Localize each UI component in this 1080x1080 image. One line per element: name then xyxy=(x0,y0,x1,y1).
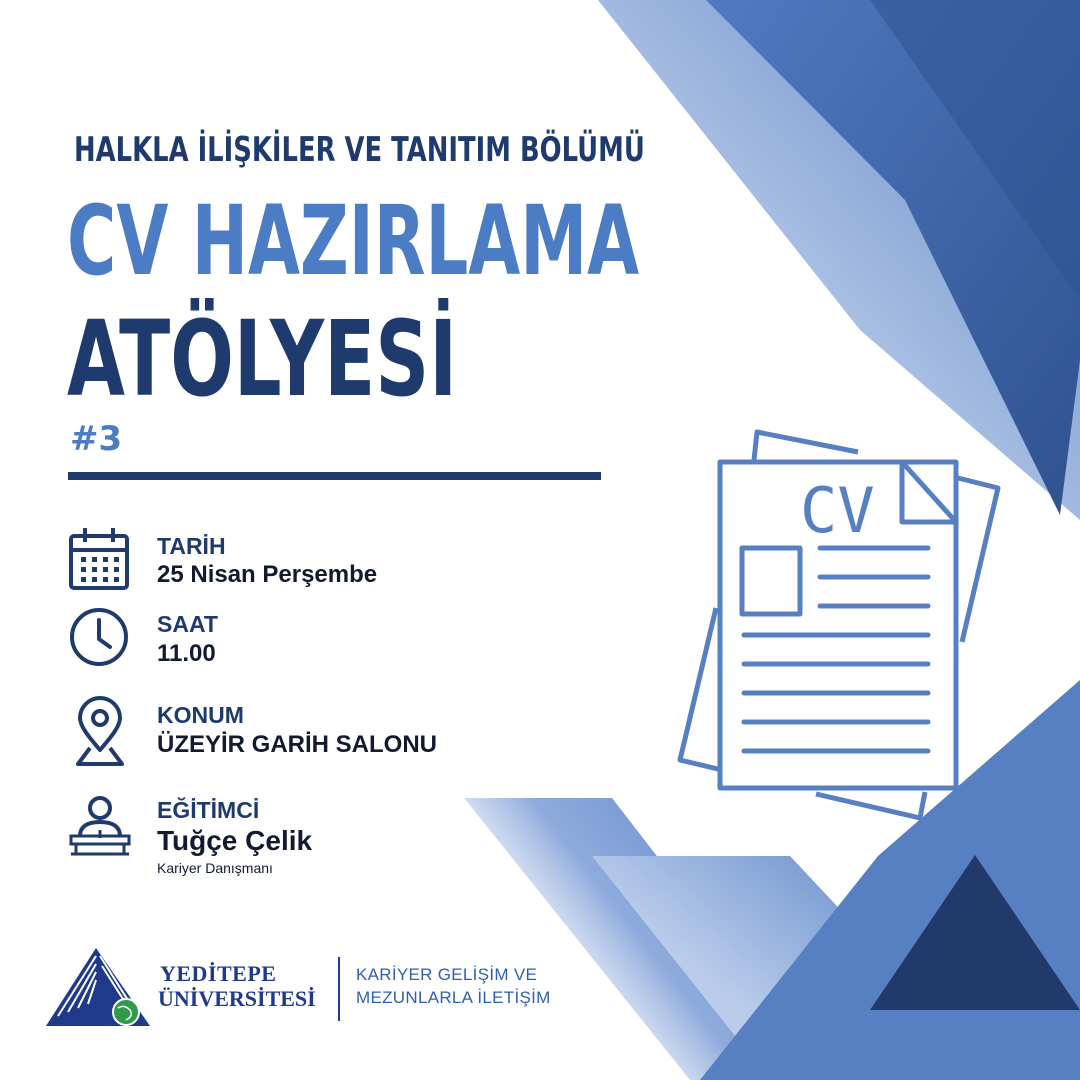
university-name-line-2: ÜNİVERSİTESİ xyxy=(158,986,316,1011)
department-heading xyxy=(74,130,825,170)
calendar-icon xyxy=(68,526,130,592)
trainer-name: Tuğçe Çelik xyxy=(157,825,313,856)
edition-number: #3 xyxy=(70,419,123,459)
cv-document-label: CV xyxy=(800,474,875,547)
office-name-line-1: KARİYER GELİŞİM VE xyxy=(356,965,538,984)
department-heading-text: HALKLA İLİŞKİLER VE TANITIM BÖLÜMÜ xyxy=(74,130,645,170)
location-label: KONUM xyxy=(157,702,244,728)
trainer-role: Kariyer Danışmanı xyxy=(157,860,273,876)
date-value: 25 Nisan Perşembe xyxy=(157,561,378,588)
time-value: 11.00 xyxy=(157,640,216,667)
title-line-2-text: ATÖLYESİ xyxy=(67,298,458,420)
title-line-1-text: CV HAZIRLAMA xyxy=(67,185,640,297)
trainer-label: EĞİTİMCİ xyxy=(157,797,260,823)
cv-document-icon xyxy=(670,420,1010,830)
speaker-podium-icon xyxy=(68,794,132,858)
date-label: TARİH xyxy=(157,533,226,559)
time-label: SAAT xyxy=(157,611,218,637)
university-name-line-1: YEDİTEPE xyxy=(160,961,277,986)
location-value: ÜZEYİR GARİH SALONU xyxy=(157,731,438,758)
title-line-1 xyxy=(67,186,884,296)
clock-icon xyxy=(68,606,130,668)
office-name-line-2: MEZUNLARLA İLETİŞİM xyxy=(356,988,551,1007)
title-divider xyxy=(68,472,601,480)
title-line-2 xyxy=(67,298,609,420)
university-logo-icon xyxy=(46,946,156,1030)
location-pin-icon xyxy=(74,696,126,768)
footer-separator xyxy=(338,957,340,1021)
